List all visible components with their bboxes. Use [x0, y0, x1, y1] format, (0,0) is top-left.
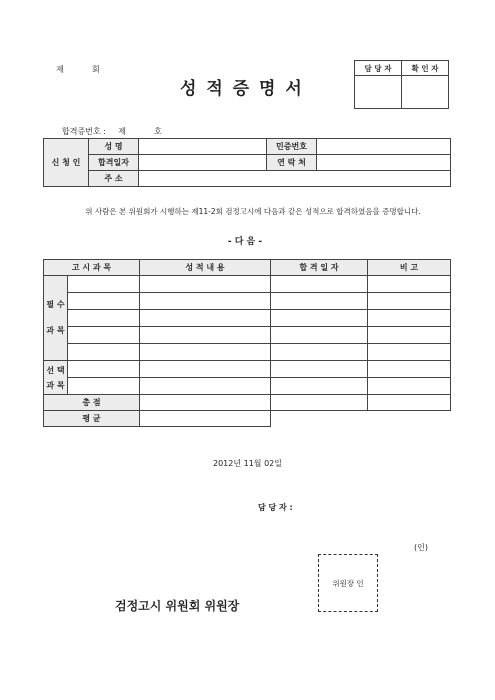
elective-label-line2: 과 목: [46, 380, 65, 390]
elective-subjects-label: [44, 361, 68, 395]
seal-mark: (인): [414, 543, 428, 552]
name-field: [139, 139, 267, 155]
issue-number: [56, 64, 104, 75]
table-row: [68, 344, 140, 361]
table-row: [68, 293, 140, 310]
contact-label: 연 락 처: [267, 155, 317, 171]
table-row: [68, 327, 140, 344]
approval-confirm-cell: [402, 76, 449, 109]
following-heading: - 다 음 -: [227, 237, 263, 247]
grades-header-score: 성 적 내 용: [140, 260, 271, 276]
average-score-label: 평 균: [44, 411, 140, 427]
required-label-line1: 필 수: [46, 300, 65, 309]
address-label: 주 소: [89, 171, 139, 187]
grades-header-note: 비 고: [368, 260, 451, 276]
approval-confirm-label: 확 인 자: [402, 61, 449, 76]
total-score-label: 총 점: [44, 395, 140, 411]
grades-table: [43, 259, 451, 427]
elective-label-line1: 선 택: [46, 365, 65, 375]
total-score-field: [140, 395, 271, 411]
certification-statement: 위 사람은 본 위원회가 시행하는 제11-2회 검정고시에 다음과 같은 성적으로 합격하였음을 증명합니다.: [85, 207, 421, 216]
table-row: [68, 361, 140, 378]
table-row: [68, 310, 140, 327]
grades-header-subject: 고 시 과 목: [44, 260, 140, 276]
required-subjects-label: [44, 276, 68, 361]
required-label-line2: 과 목: [46, 326, 65, 335]
pass-date-label: 합격일자: [89, 155, 139, 171]
issue-prefix: 제: [56, 65, 64, 74]
grades-header-date: 합 격 일 자: [271, 260, 368, 276]
name-label: 성 명: [89, 139, 139, 155]
approval-officer-cell: [355, 76, 402, 109]
id-number-label: 민증번호: [267, 139, 317, 155]
pass-number-suffix: 호: [154, 127, 162, 136]
issue-date: 2012년 11월 02일: [213, 459, 282, 468]
approval-officer-label: 담 당 자: [355, 61, 402, 76]
contact-field: [317, 155, 451, 171]
table-row: [68, 378, 140, 395]
issue-suffix: 회: [92, 65, 100, 74]
pass-number-label: 합격증번호 :: [62, 127, 106, 136]
applicant-table: [43, 138, 451, 187]
signer-name: 검정고시 위원회 위원장: [115, 599, 240, 613]
pass-date-field: [139, 155, 267, 171]
applicant-group-label: 신 청 인: [44, 139, 89, 187]
address-field: [139, 171, 451, 187]
chair-stamp-label: 위원장 인: [332, 578, 364, 588]
table-row: [68, 276, 140, 293]
pass-number-prefix: 제: [118, 127, 126, 136]
approval-box: [354, 60, 449, 109]
document-title: 성 적 증 명 서: [180, 79, 304, 99]
average-score-field: [140, 411, 271, 427]
chair-stamp-box: [318, 554, 378, 612]
pass-number: [62, 126, 182, 137]
id-number-field: [317, 139, 451, 155]
officer-signature-line: 담 당 자 :: [258, 503, 293, 512]
